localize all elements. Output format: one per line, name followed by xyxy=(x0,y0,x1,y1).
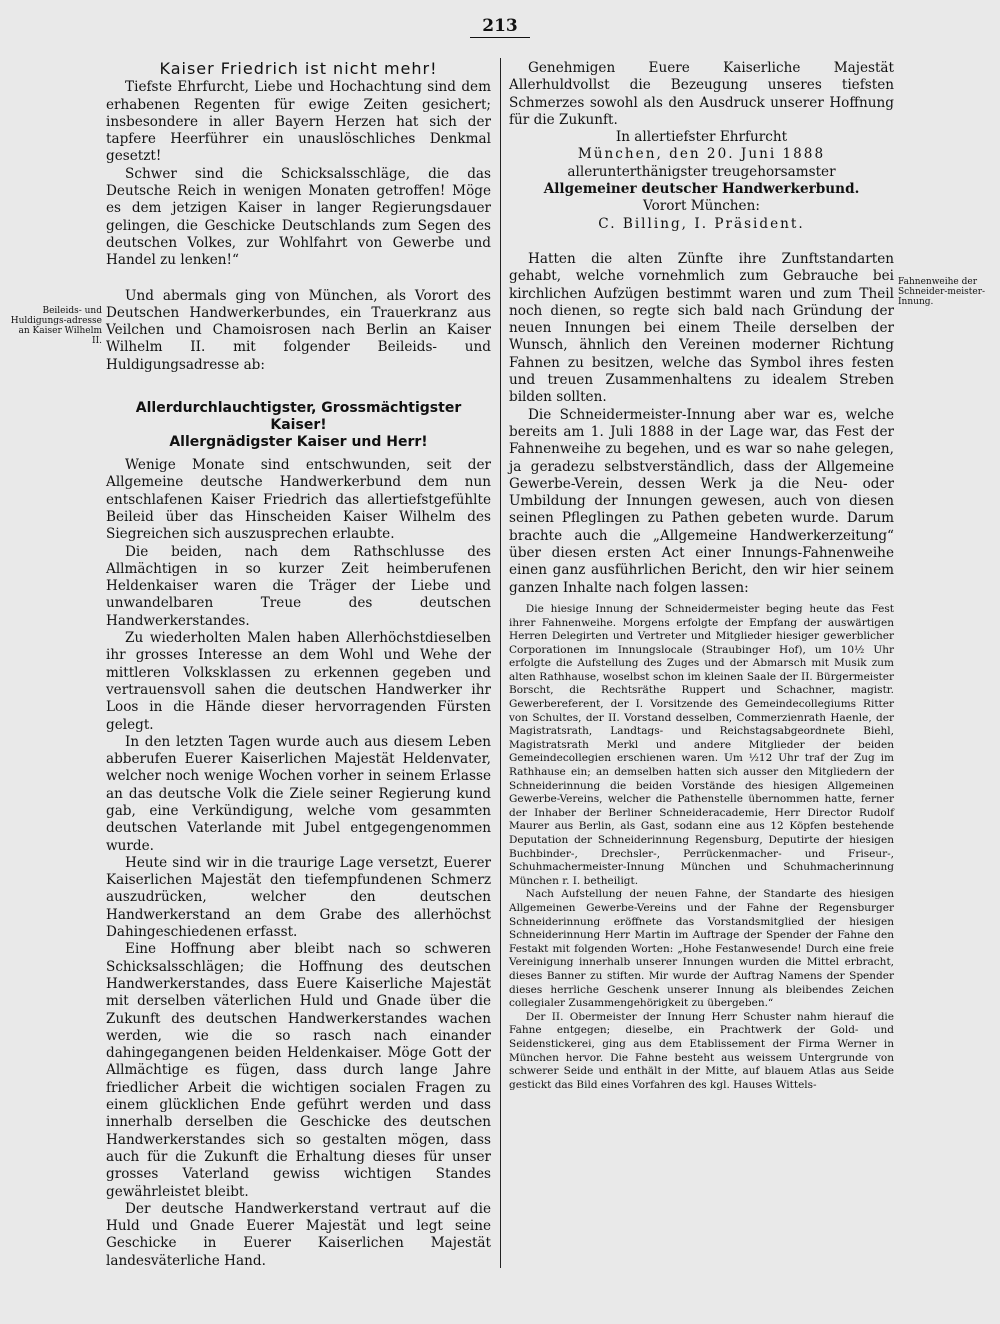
paragraph: Eine Hoffnung aber bleibt nach so schweren Schicksalsschlägen; die Hoffnung des deutschen Handwerkerstandes, dass Euere Kaiserliche Majestät mit derselben väterlichen Huld und Gnade über die Zukunft des deutschen Handwerkerstandes wachen werden, wie die so rasch nach einander dahingegangenen beiden Heldenkaiser. Möge Gott der Allmächtige es fügen, dass durch lange Jahre friedlicher Arbeit die wichtigen socialen Fragen zu einem glücklichen Ende geführt werden und dass innerhalb derselben die Geschicke des deutschen Handwerkerstandes sich so gestalten mögen, dass auch für die Zukunft die Erhaltung dieses für unser grosses Vaterland gewiss wichtigen Standes gewährleistet bleibt. xyxy=(106,941,491,1200)
paragraph: Zu wiederholten Malen haben Allerhöchstdieselben ihr grosses Interesse an dem Wohl und Wehe der mittleren Volksklassen zu erkennen gegeben und vertrauensvoll sahen die deutschen Handwerker ihr Loos in die Hände dieser hervorragenden Fürsten gelegt. xyxy=(106,630,491,733)
address-title xyxy=(106,400,491,451)
address-title-line: Allerdurchlauchtigster, Grossmächtigster Kaiser! xyxy=(135,400,462,434)
column-divider xyxy=(500,58,501,1268)
spacer xyxy=(106,270,491,288)
page-number: 213 xyxy=(470,16,530,38)
paragraph: In den letzten Tagen wurde auch aus diesem Leben abberufen Euerer Kaiserlichen Majestät Heldenvater, welcher noch wenige Wochen vorher in seinem Erlasse an das deutsche Volk die Ziele seiner Regierung kund gab, eine Verkündigung, welche vom gesammten deutschen Vaterlande mit Jubel entgegengenommen wurde. xyxy=(106,733,491,854)
report-paragraph: Nach Aufstellung der neuen Fahne, der Standarte des hiesigen Allgemeinen Gewerbe-Vereins und der Fahne der Regensburger Schneiderinnung eröffnete das Vorstandsmitglied der hiesigen Schneiderinnung Herr Martin im Auftrage der Spender der Fahne den Festakt mit folgenden Worten: „Hohe Festanwesende! Durch eine freie Vereinigung innerhalb unserer Innungen wurden die Mittel erbracht, dieses Banner zu stiften. Mir wurde der Auftrag Namens der Spender dieses herrliche Geschenk unserer Innung als bleibendes Zeichen collegialer Zusammengehörigkeit zu übergeben.“ xyxy=(509,888,894,1010)
closing-line: In allertiefster Ehrfurcht xyxy=(615,129,788,146)
paragraph: Die beiden, nach dem Rathschlusse des Allmächtigen in so kurzer Zeit heimberufenen Heldenkaiser waren die Träger der Liebe und unwandelbaren Treue des deutschen Handwerkerstandes. xyxy=(106,543,491,629)
address-title-line: Allergnädigster Kaiser und Herr! xyxy=(169,434,428,451)
paragraph: Und abermals ging von München, als Vorort des Deutschen Handwerkerbundes, ein Trauerkranz aus Veilchen und Chamoisrosen nach Berlin an Kaiser Wilhelm II. mit folgender Beileids- und Huldigungsadresse ab: xyxy=(106,287,491,373)
paragraph: Genehmigen Euere Kaiserliche Majestät Allerhuldvollst die Bezeugung unseres tiefsten Schmerzes sowohl als den Ausdruck unserer Hoffnung für die Zukunft. xyxy=(509,60,894,128)
signature: C. Billing, I. Präsident. xyxy=(598,215,805,232)
paragraph: Schwer sind die Schicksalsschläge, die das Deutsche Reich in wenigen Monaten getroffen! Möge es dem jetzigen Kaiser in langer Regierungsdauer gelingen, die Geschicke Deutschlands zum Segen des deutschen Volkes, zur Wohlfahrt von Gewerbe und Handel zu lenken!“ xyxy=(106,165,491,269)
paragraph: Die Schneidermeister-Innung aber war es, welche bereits am 1. Juli 1888 in der Lage war, das Fest der Fahnenweihe zu begehen, und es war so nahe gelegen, ja geradezu selbstverständlich, dass der Allgemeine Gewerbe-Verein, dessen Werk ja die Neu- oder Umbildung der Innungen gewesen, auch von diesen seinen Pfleglingen zu Pathen gebeten wurde. Darum brachte auch die „Allgemeine Handwerkerzeitung“ über diesen ersten Act einer Innungs-Fahnenweihe einen ganz ausführlichen Bericht, den wir hier seinem ganzen Inhalte nach folgen lassen: xyxy=(509,406,894,596)
report-paragraph: Die hiesige Innung der Schneidermeister beging heute das Fest ihrer Fahnenweihe. Morgens erfolgte der Empfang der auswärtigen Herren Delegirten und Vertreter und Mitglieder hiesiger gewerblicher Corporationen im Innungslocale (Straubinger Hof), um 10½ Uhr erfolgte die Aufstellung des Zuges und der Abmarsch mit Musik zum alten Rathhause, woselbst schon im kleinen Saale der II. Bürgermeister Borscht, die Rechtsräthe Ruppert und Schachner, magistr. Gewerbereferent, der I. Vorsitzende des Gemeindecollegiums Ritter von Schultes, der II. Vorstand desselben, Commerzienrath Haenle, der Magistratsrath, Landtags- und Reichstagsabgeordnete Biehl, Magistratsrath Merkl und andere Mitglieder der beiden Gemeindecollegien erschienen waren. Um ½12 Uhr traf der Zug im Rathhause ein; an demselben hatten sich ausser den Mitgliedern der Schneiderinnung die beiden Vorstände des hiesigen Allgemeinen Gewerbe-Vereins, welcher die Pathenstelle übernommen hatte, ferner der Inhaber der Berliner Schneideracademie, Herr Director Rudolf Maurer aus Berlin, als Gast, sodann eine aus 12 Köpfen bestehende Deputation der Schneiderinnung Regensburg, Deputirte der hiesigen Buchbinder-, Drechsler-, Perrückenmacher- und Friseur-, Schuhmachermeister-Innung München und Schuhmacherinnung München r. I. betheiligt. xyxy=(509,602,894,887)
subscription-line: allerunterthänigster treugehorsamster xyxy=(567,163,836,180)
margin-note-right: Fahnenweihe der Schneider-meister-Innung. xyxy=(898,277,986,307)
dateline: München, den 20. Juni 1888 xyxy=(577,146,826,163)
vorort-line: Vorort München: xyxy=(643,198,760,215)
left-column xyxy=(106,60,491,1270)
paragraph: Wenige Monate sind entschwunden, seit der Allgemeine deutsche Handwerkerbund dem nun entschlafenen Kaiser Friedrich das allertiefstgefühlte Beileid über das Hinscheiden Kaiser Wilhelm des Siegreichen sich auszusprechen erlaubte. xyxy=(106,457,491,543)
margin-note-left: Beileids- und Huldigungs-adresse an Kaiser Wilhelm II. xyxy=(10,306,102,346)
paragraph: Hatten die alten Zünfte ihre Zunftstandarten gehabt, welche vornehmlich zum Gebrauche bei kirchlichen Aufzügen bestimmt waren und zum Theil noch dienen, so regte sich bald nach Gründung der neuen Innungen bei einem Theile derselben der Wunsch, ähnlich den Vereinen moderner Richtung Fahnen zu besitzen, welche das Symbol ihres festen und treuen Zusammenhaltens zu idealem Streben bilden sollten. xyxy=(509,250,894,406)
report-paragraph: Der II. Obermeister der Innung Herr Schuster nahm hierauf die Fahne entgegen; dieselbe, ein Prachtwerk der Gold- und Seidenstickerei, ging aus dem Etablissement der Firma Werner in München hervor. Die Fahne besteht aus weissem Untergrunde von schwerer Seide und enthält in der Mitte, auf blauem Atlas aus Seide gestickt das Bild eines Vorfahren des kgl. Hauses Wittels- xyxy=(509,1010,894,1091)
headline: Kaiser Friedrich ist nicht mehr! xyxy=(159,59,438,78)
spacer xyxy=(509,233,894,251)
paragraph: Tiefste Ehrfurcht, Liebe und Hochachtung sind dem erhabenen Regenten für ewige Zeiten gesichert; insbesondere in aller Bayern Herzen hat sich der tapfere Heerführer ein unauslöschliches Denkmal gesetzt! xyxy=(106,79,491,165)
right-column xyxy=(509,60,894,1092)
quoted-report xyxy=(509,603,894,1092)
paragraph: Der deutsche Handwerkerstand vertraut auf die Huld und Gnade Euerer Majestät und legt seine Geschicke in Euerer Kaiserlichen Majestät landesväterliche Hand. xyxy=(106,1200,491,1269)
organization-name: Allgemeiner deutscher Handwerkerbund. xyxy=(543,181,860,198)
paragraph: Heute sind wir in die traurige Lage versetzt, Euerer Kaiserlichen Majestät den tiefempfundenen Schmerz auszudrücken, welcher den deutschen Handwerkerstand an dem Grabe des allerhöchst Dahingeschiedenen erfasst. xyxy=(106,854,491,941)
